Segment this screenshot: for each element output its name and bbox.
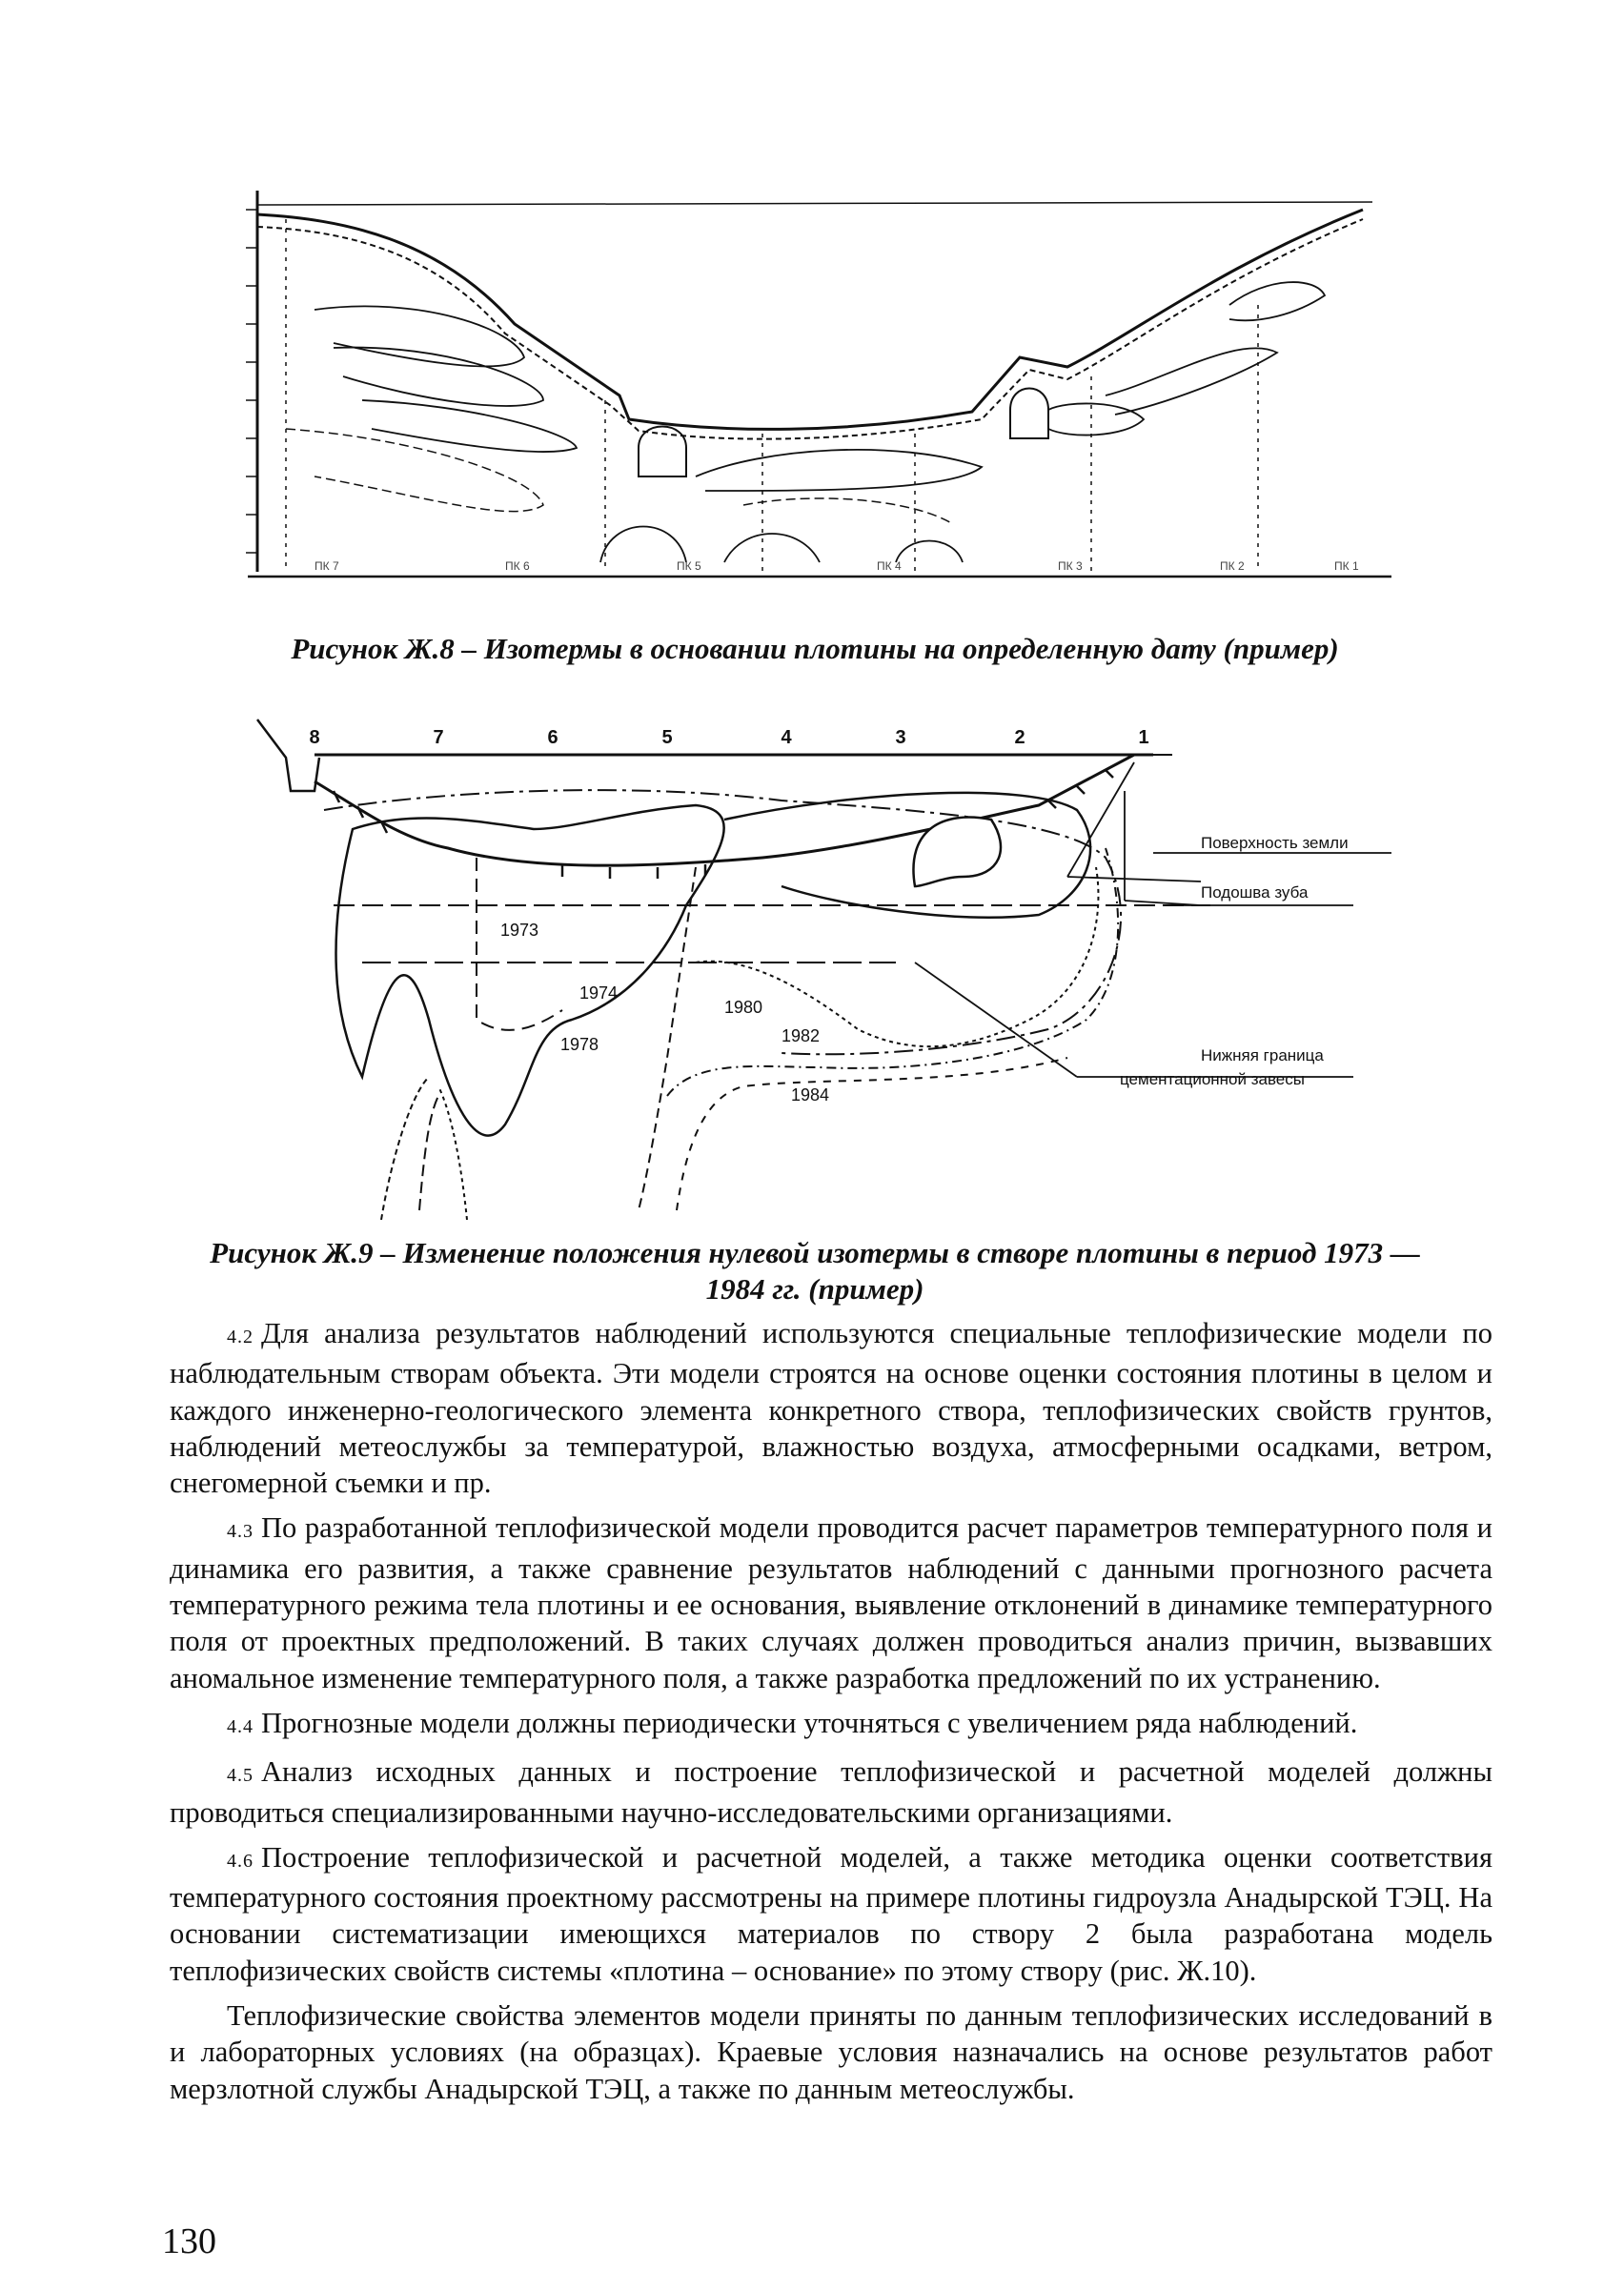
paragraph-number: 4.6 [227, 1850, 254, 1872]
section-number: 7 [433, 727, 444, 748]
section-number: 4 [781, 727, 792, 748]
section-number: 8 [309, 727, 320, 748]
legend-curtain-boundary-1: Нижняя граница [1201, 1046, 1324, 1064]
legend-curtain-boundary-2: цементационной завесы [1120, 1070, 1305, 1088]
paragraph-text: Для анализа результатов наблюдений используются специальные теплофизические модели по наблюдательным створам объекта. Эти модели строятся на основе оценки состояния плотины в целом и каждого инженерно-геологического элемента конкретного створа, теплофизических свойств грунтов, наблюдений метеослужбы за температурой, влажностью воздуха, атмосферными осадками, ветром, снегомерной съемки и пр. [170, 1317, 1492, 1500]
paragraph [170, 1315, 1492, 1501]
year-label: 1982 [782, 1026, 821, 1045]
paragraph [170, 1997, 1492, 2107]
paragraph [170, 1753, 1492, 1831]
figure-9-caption-line-2: 1984 гг. (пример) [705, 1272, 924, 1306]
section-number: 1 [1138, 727, 1149, 748]
paragraph-number: 4.3 [227, 1521, 254, 1543]
figure-9-caption [162, 1235, 1468, 1307]
legend-tooth-base: Подошва зуба [1201, 883, 1309, 902]
legend-ground-surface: Поверхность земли [1201, 834, 1349, 852]
figure-9-caption-line-1: Рисунок Ж.9 – Изменение положения нулевой изотермы в створе плотины в период 1973 — [210, 1236, 1420, 1269]
section-number: 2 [1014, 727, 1025, 748]
paragraph [170, 1510, 1492, 1695]
year-label: 1984 [791, 1085, 830, 1104]
paragraph [170, 1705, 1492, 1745]
svg-text:ПК 5: ПК 5 [677, 559, 701, 573]
paragraph [170, 1839, 1492, 1989]
svg-text:ПК 4: ПК 4 [877, 559, 902, 573]
page-number: 130 [162, 2221, 216, 2261]
svg-text:ПК 2: ПК 2 [1220, 559, 1245, 573]
paragraph-number: 4.4 [227, 1715, 254, 1737]
section-number: 6 [547, 727, 558, 748]
paragraph-text: Теплофизические свойства элементов модели приняты по данным теплофизических исследований в и лабораторных условиях (на образцах). Краевые условия назначались на основе результатов работ мерзлотной службы Анадырской ТЭЦ, а также по данным метеослужбы. [170, 1999, 1492, 2105]
paragraph-text: По разработанной теплофизической модели проводится расчет параметров температурного поля и динамика его развития, а также сравнение результатов наблюдений с данными прогнозного расчета температурного режима тела плотины и ее основания, выявление отклонений в динамике температурного поля от проектных предположений. В таких случаях должен проводиться анализ причин, вызвавших аномальное изменение температурного поля, а также разработка предложений по их устранению. [170, 1511, 1492, 1694]
paragraph-text: Построение теплофизической и расчетной моделей, а также методика оценки соответствия температурного состояния проектному рассмотрены на примере плотины гидроузла Анадырской ТЭЦ. На основании систематизации имеющихся материалов по створу 2 была разработана модель теплофизических свойств системы «плотина – основание» по этому створу (рис. Ж.10). [170, 1840, 1492, 1987]
year-label: 1974 [579, 983, 619, 1003]
paragraph-text: Прогнозные модели должны периодически уточняться с увеличением ряда наблюдений. [261, 1706, 1358, 1739]
svg-text:ПК 7: ПК 7 [315, 559, 339, 573]
year-label: 1978 [560, 1035, 599, 1054]
svg-text:ПК 1: ПК 1 [1334, 559, 1359, 573]
year-label: 1980 [724, 998, 763, 1017]
body-text [170, 1315, 1492, 2116]
figure-8-caption: Рисунок Ж.8 – Изотермы в основании плотины на определенную дату (пример) [291, 632, 1339, 665]
paragraph-number: 4.2 [227, 1327, 254, 1348]
svg-text:ПК 3: ПК 3 [1058, 559, 1083, 573]
paragraph-number: 4.5 [227, 1765, 254, 1787]
svg-text:ПК 6: ПК 6 [505, 559, 530, 573]
figure-8-isotherms-drawing [229, 162, 1401, 610]
section-number: 3 [895, 727, 906, 748]
paragraph-text: Анализ исходных данных и построение теплофизической и расчетной моделей должны проводиться специализированными научно-исследовательскими организациями. [170, 1755, 1492, 1829]
figure-9-zero-isotherm-drawing [248, 715, 1411, 1229]
year-label: 1973 [500, 921, 539, 940]
section-number: 5 [661, 727, 673, 748]
